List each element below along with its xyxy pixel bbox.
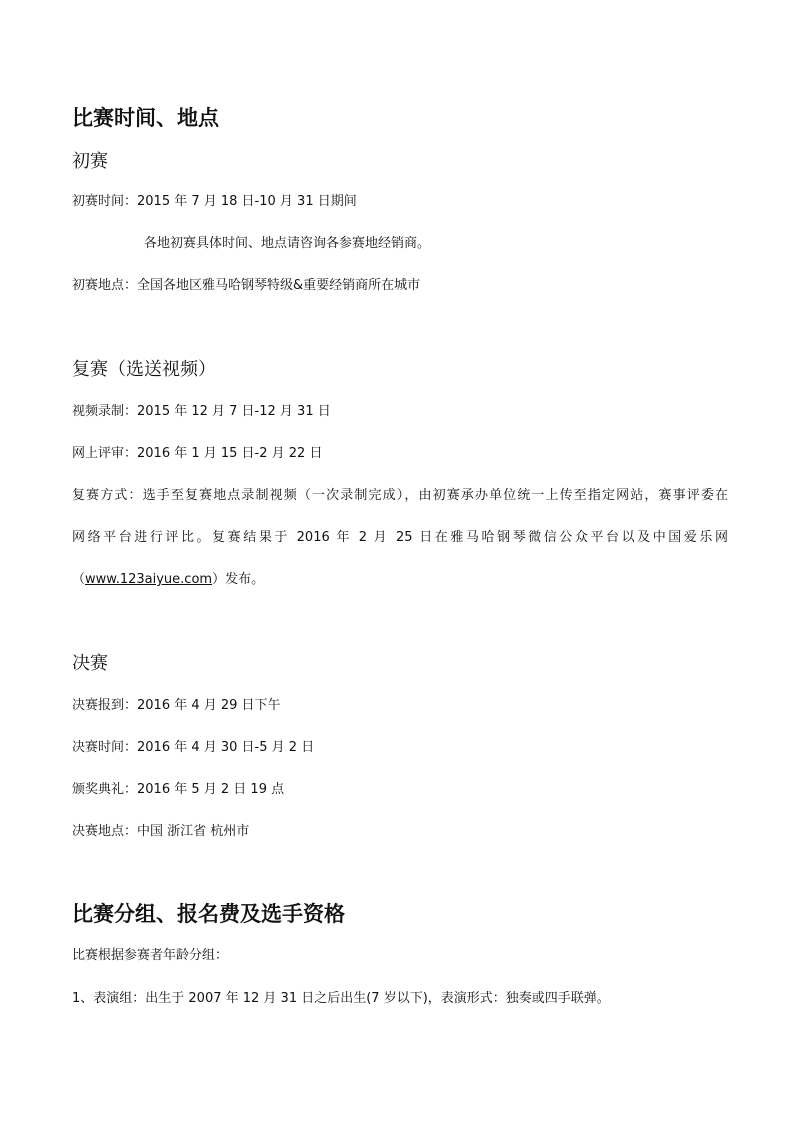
semi-method-line-3 bbox=[72, 571, 264, 589]
heading-final: 决赛 bbox=[72, 653, 108, 674]
heading-prelim: 初赛 bbox=[72, 151, 108, 172]
group-item-1: 1、表演组：出生于 2007 年 12 月 31 日之后出生(7 岁以下)，表演形式：独奏或四手联弹。 bbox=[72, 991, 610, 1006]
final-place: 决赛地点：中国 浙江省 杭州市 bbox=[72, 824, 250, 839]
prelim-time: 初赛时间：2015 年 7 月 18 日-10 月 31 日期间 bbox=[72, 194, 357, 209]
section-title-time-place: 比赛时间、地点 bbox=[72, 106, 219, 130]
semi-method-line-1: 复赛方式：选手至复赛地点录制视频（一次录制完成），由初赛承办单位统一上传至指定网站，赛事评委在 bbox=[72, 488, 728, 503]
groups-intro: 比赛根据参赛者年龄分组： bbox=[72, 948, 229, 963]
final-checkin: 决赛报到：2016 年 4 月 29 日下午 bbox=[72, 698, 281, 713]
heading-semi: 复赛（选送视频） bbox=[72, 359, 216, 380]
semi-record: 视频录制：2015 年 12 月 7 日-12 月 31 日 bbox=[72, 404, 331, 419]
semi-method-suffix: ）发布。 bbox=[212, 572, 265, 587]
prelim-place: 初赛地点：全国各地区雅马哈钢琴特级&重要经销商所在城市 bbox=[72, 278, 421, 293]
semi-review: 网上评审：2016 年 1 月 15 日-2 月 22 日 bbox=[72, 446, 323, 461]
final-time: 决赛时间：2016 年 4 月 30 日-5 月 2 日 bbox=[72, 740, 315, 755]
semi-method-prefix: （ bbox=[72, 572, 86, 587]
semi-method-line-2: 网络平台进行评比。复赛结果于 2016 年 2 月 25 日在雅马哈钢琴微信公众平台以及中国爱乐网 bbox=[72, 530, 728, 545]
prelim-note: 各地初赛具体时间、地点请咨询各参赛地经销商。 bbox=[144, 236, 431, 251]
aiyue-website-link[interactable]: www.123aiyue.com bbox=[85, 572, 213, 587]
final-ceremony: 颁奖典礼：2016 年 5 月 2 日 19 点 bbox=[72, 782, 285, 797]
section-title-groups-fees: 比赛分组、报名费及选手资格 bbox=[72, 902, 345, 926]
